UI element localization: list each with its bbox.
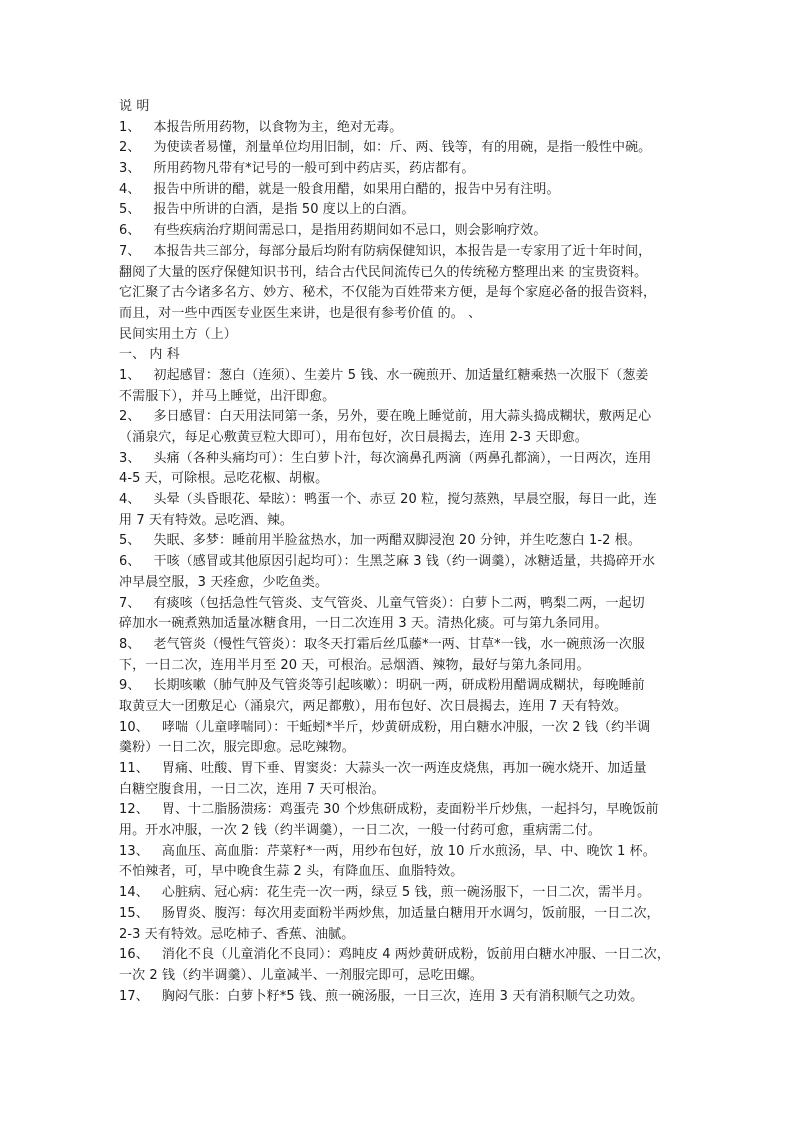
remedy-text: 胃痛、吐酸、胃下垂、胃窦炎：大蒜头一次一两连皮烧焦，再加一碗水烧开、加适量 [161, 761, 647, 776]
section-title: 民间实用土方（上） [119, 326, 237, 342]
page-title: 说 明 [119, 99, 150, 114]
remedy-text: 老气管炎（慢性气管炎）：取冬天打霜后丝瓜藤*一两、甘草*一钱，水一碗煎汤一次服 [153, 636, 645, 652]
remedy-item [119, 904, 679, 945]
remedy-text: 头晕（头昏眼花、晕眩）：鸭蛋一个、赤豆 20 粒，搅匀蒸熟，早晨空服，每日一此，连 [153, 492, 657, 508]
remedy-text: 下，一日二次，连用半月至 20 天，可根治。忌烟酒、辣物，最好与第九条同用。 [119, 657, 590, 673]
note-3: 3、 所用药物凡带有*记号的一般可到中药店买，药店都有。 [119, 161, 475, 177]
remedy-number: 17、 [119, 988, 149, 1004]
remedy-number: 11、 [119, 761, 149, 776]
remedy-text: 消化不良（儿童消化不良同）：鸡盹皮 4 两炒黄研成粉，饭前用白糖水冲服、一日二次， [161, 947, 670, 963]
remedies-list [119, 366, 679, 1007]
remedy-item [119, 531, 679, 552]
note-6: 6、 有些疾病治疗期间需忌口，是指用药期间如不忌口，则会影响疗效。 [119, 223, 547, 239]
remedy-number: 13、 [119, 843, 149, 859]
remedy-item [119, 883, 679, 904]
remedy-text: 多日感冒：白天用法同第一条，另外，要在晚上睡觉前，用大蒜头捣成糊状，敷两足心 [153, 409, 652, 425]
remedy-number: 10、 [119, 719, 149, 735]
remedy-text: 失眠、多梦：睡前用半脸盆热水，加一两醋双脚浸泡 20 分钟，并生吃葱白 1-2 根。 [153, 533, 641, 549]
remedy-text: 肠胃炎、腹泻：每次用麦面粉半两炒焦，加适量白糖用开水调匀，饭前服，一日二次， [161, 905, 660, 921]
remedy-item [119, 490, 679, 531]
remedy-item [119, 987, 679, 1008]
remedy-number: 7、 [119, 595, 141, 611]
remedy-text: 初起感冒：葱白（连须）、生姜片 5 钱、水一碗煎开、加适量红糖乘热一次服下（葱姜 [153, 367, 649, 383]
note-7: 7、 本报告共三部分，每部分最后均附有防病保健知识，本报告是一专家用了近十年时间， 翻阅了大量的医疗保健知识书刊，结合古代民间流传已久的传统秘方整理出来 的宝贵资料。 它汇聚了古今诸多名方、妙方、秘术，不仅能为百姓带来方便，是每个家庭必备的报告资料， 而且，对一些中西医专业医生来讲，也是很有参考价值 的。 、 [119, 243, 657, 321]
remedy-text: 哮喘（儿童哮喘同）：干蚯蚓*半斤，炒黄研成粉，用白糖水冲服，一次 2 钱（约半调 [161, 719, 651, 735]
remedy-text: 一次 2 钱（约半调羹）、儿童减半、一剂服完即可，忌吃田螺。 [119, 967, 484, 983]
remedy-text: 碎加水一碗煮熟加适量冰糖食用，一日二次连用 3 天。清热化痰。可与第九条同用。 [119, 616, 608, 632]
remedy-item [119, 842, 679, 883]
remedy-number: 6、 [119, 554, 141, 570]
remedy-number: 8、 [119, 636, 141, 652]
remedy-text: 不怕辣者，可，早中晚食生蒜 2 头，有降血压、血脂特效。 [119, 864, 464, 880]
note-2: 2、 为使读者易懂，剂量单位均用旧制，如：斤、两、钱等，有的用碗，是指一般性中碗。 [119, 140, 652, 156]
remedy-number: 3、 [119, 450, 141, 466]
remedy-number: 4、 [119, 492, 141, 508]
remedy-text: 胃、十二脂肠溃疡：鸡蛋壳 30 个炒焦研成粉，麦面粉半斤炒焦，一起抖匀，早晚饭前 [161, 802, 659, 818]
remedy-number: 14、 [119, 885, 149, 901]
remedy-text: 冲早晨空服，3 天痊愈，少吃鱼类。 [119, 574, 329, 590]
notes-list [119, 118, 679, 325]
remedy-item [119, 759, 679, 800]
remedy-text: 不需服下），并马上睡觉，出汗即愈。 [119, 388, 336, 404]
remedy-text: 有痰咳（包括急性气管炎、支气管炎、儿童气管炎）：白萝卜二两，鸭梨二两，一起切 [153, 595, 645, 611]
remedy-item [119, 676, 679, 717]
remedy-number: 16、 [119, 947, 149, 963]
remedy-text: 心脏病、冠心病：花生壳一次一两，绿豆 5 钱，煎一碗汤服下，一日二次，需半月。 [161, 885, 651, 901]
remedy-text: 头痛（各种头痛均可）：生白萝卜汁，每次滴鼻孔两滴（两鼻孔都滴），一日两次，连用 [153, 450, 652, 466]
subsection-title: 一、 内 科 [119, 347, 180, 363]
remedy-item [119, 718, 679, 759]
remedy-item [119, 945, 679, 986]
remedy-text: 高血压、高血脂：芹菜籽*一两，用纱布包好，放 10 斤水煎汤，早、中、晚饮 1 杯。 [161, 843, 656, 859]
remedy-text: 用。开水冲服，一次 2 钱（约半调羹），一日二次，一般一付药可愈，重病需二付。 [119, 823, 601, 839]
note-5: 5、 报告中所讲的白酒，是指 50 度以上的白酒。 [119, 202, 415, 218]
note-4: 4、 报告中所讲的醋，就是一般食用醋，如果用白醋的，报告中另有注明。 [119, 181, 560, 197]
remedy-text: 用 7 天有特效。忌吃酒、辣。 [119, 512, 294, 528]
remedy-number: 9、 [119, 678, 141, 694]
remedy-text: 取黄豆大一团敷足心（涌泉穴，两足都敷），用布包好、次日晨揭去，连用 7 天有特效。 [119, 698, 628, 714]
remedy-text: 4-5 天，可除根。忌吃花椒、胡椒。 [119, 471, 329, 487]
remedy-text: 干咳（感冒或其他原因引起均可）：生黑芝麻 3 钱（约一调羹），冰糖适量，共捣碎开水 [153, 554, 656, 570]
remedy-item [119, 635, 679, 676]
remedy-number: 1、 [119, 367, 141, 383]
remedy-text: 羹粉）一日二次，服完即愈。忌吃辣物。 [119, 740, 355, 756]
remedy-number: 5、 [119, 533, 141, 549]
remedy-number: 12、 [119, 802, 149, 818]
note-1: 1、 本报告所用药物，以食物为主，绝对无毒。 [119, 119, 403, 135]
remedy-text: 长期咳嗽（肺气肿及气管炎等引起咳嗽）：明矾一两，研成粉用醋调成糊状，每晚睡前 [153, 678, 645, 694]
remedy-item [119, 366, 679, 407]
remedy-item [119, 449, 679, 490]
remedy-number: 2、 [119, 409, 141, 425]
remedy-item [119, 552, 679, 593]
remedy-item [119, 800, 679, 841]
document-page [119, 97, 679, 1007]
remedy-text: （涌泉穴，每足心敷黄豆粒大即可），用布包好，次日晨揭去，连用 2-3 天即愈。 [119, 430, 588, 445]
remedy-number: 15、 [119, 905, 149, 921]
remedy-text: 胸闷气胀：白萝卜籽*5 钱、煎一碗汤服，一日三次，连用 3 天有消积顺气之功效。 [161, 988, 644, 1004]
remedy-text: 2-3 天有特效。忌吃柿子、香蕉、油腻。 [119, 926, 355, 942]
remedy-text: 白糖空腹食用，一日二次，连用 7 天可根治。 [119, 781, 385, 797]
remedy-item [119, 407, 679, 448]
remedy-item [119, 594, 679, 635]
